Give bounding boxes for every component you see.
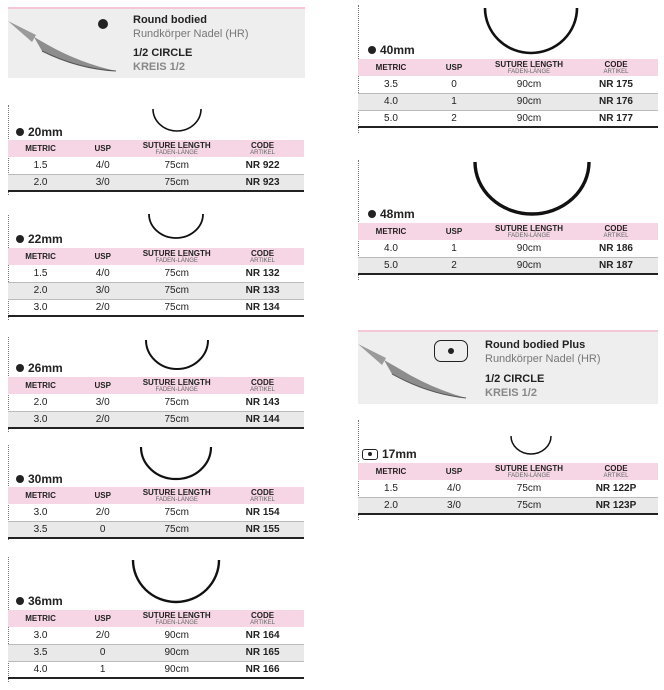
code-cell: NR 144 bbox=[221, 411, 304, 428]
suture-length-header: SUTURE LENGTH FADEN-LÄNGE bbox=[484, 59, 574, 76]
circle-label-de: KREIS 1/2 bbox=[133, 61, 185, 73]
table-row bbox=[8, 157, 304, 174]
metric-cell: 3.0 bbox=[8, 299, 73, 316]
metric-cell: 2.0 bbox=[8, 394, 73, 411]
table-row bbox=[358, 93, 658, 110]
suture-length-header: SUTURE LENGTH FADEN-LÄNGE bbox=[484, 223, 574, 240]
metric-cell: 4.0 bbox=[358, 93, 424, 110]
metric-cell: 2.0 bbox=[8, 174, 73, 191]
table-row bbox=[8, 661, 304, 678]
table-header-row bbox=[8, 610, 304, 627]
table-header-row bbox=[8, 487, 304, 504]
usp-cell: 4/0 bbox=[73, 157, 132, 174]
round-bodied-subtitle: Rundkörper Nadel (HR) bbox=[133, 28, 249, 40]
suture-length-cell: 90cm bbox=[484, 76, 574, 93]
suture-length-header: SUTURE LENGTH FADEN-LÄNGE bbox=[484, 463, 574, 480]
metric-cell: 3.0 bbox=[8, 504, 73, 521]
round-bodied-header bbox=[8, 7, 305, 78]
circle-label: 1/2 CIRCLE bbox=[485, 373, 545, 385]
code-cell: NR 132 bbox=[221, 265, 304, 282]
circle-label-de: KREIS 1/2 bbox=[485, 387, 537, 399]
code-cell: NR 923 bbox=[221, 174, 304, 191]
usp-cell: 3/0 bbox=[73, 174, 132, 191]
suture-length-cell: 90cm bbox=[484, 257, 574, 274]
metric-cell: 5.0 bbox=[358, 257, 424, 274]
usp-header: USP bbox=[73, 610, 132, 627]
metric-cell: 3.0 bbox=[8, 627, 73, 644]
metric-cell: 2.0 bbox=[8, 282, 73, 299]
table-row bbox=[8, 411, 304, 428]
table-row bbox=[8, 282, 304, 299]
table-row bbox=[8, 627, 304, 644]
suture-length-cell: 90cm bbox=[132, 661, 221, 678]
table-header-row bbox=[358, 463, 658, 480]
usp-cell: 2 bbox=[424, 110, 484, 127]
table-header-row bbox=[8, 140, 304, 157]
code-header: CODE ARTIKEL bbox=[574, 463, 658, 480]
code-header: CODE ARTIKEL bbox=[221, 487, 304, 504]
needle-curve-17mm-icon bbox=[508, 434, 554, 456]
spec-table-36mm bbox=[8, 610, 304, 679]
usp-cell: 3/0 bbox=[73, 394, 132, 411]
needle-curve-48mm-icon bbox=[472, 160, 592, 216]
suture-length-header: SUTURE LENGTH FADEN-LÄNGE bbox=[132, 377, 221, 394]
metric-cell: 4.0 bbox=[8, 661, 73, 678]
round-plus-icon bbox=[362, 449, 378, 460]
usp-cell: 2/0 bbox=[73, 627, 132, 644]
usp-cell: 4/0 bbox=[73, 265, 132, 282]
usp-cell: 1 bbox=[424, 93, 484, 110]
suture-length-cell: 90cm bbox=[484, 240, 574, 257]
table-row bbox=[8, 299, 304, 316]
usp-cell: 0 bbox=[424, 76, 484, 93]
suture-length-header: SUTURE LENGTH FADEN-LÄNGE bbox=[132, 140, 221, 157]
table-row bbox=[8, 265, 304, 282]
code-cell: NR 922 bbox=[221, 157, 304, 174]
code-cell: NR 134 bbox=[221, 299, 304, 316]
usp-header: USP bbox=[73, 248, 132, 265]
size-label-17mm: 17mm bbox=[362, 447, 417, 461]
usp-header: USP bbox=[424, 463, 484, 480]
metric-header: METRIC bbox=[8, 610, 73, 627]
spec-table-26mm bbox=[8, 377, 304, 429]
round-bodied-plus-title: Round bodied Plus bbox=[485, 339, 586, 351]
size-label-36mm: 36mm bbox=[16, 594, 63, 608]
code-cell: NR 166 bbox=[221, 661, 304, 678]
usp-cell: 4/0 bbox=[424, 480, 484, 497]
spec-table-20mm bbox=[8, 140, 304, 192]
metric-header: METRIC bbox=[8, 140, 73, 157]
usp-cell: 0 bbox=[73, 521, 132, 538]
code-header: CODE ARTIKEL bbox=[574, 59, 658, 76]
table-row bbox=[358, 497, 658, 514]
metric-cell: 5.0 bbox=[358, 110, 424, 127]
metric-cell: 1.5 bbox=[358, 480, 424, 497]
code-cell: NR 165 bbox=[221, 644, 304, 661]
metric-header: METRIC bbox=[8, 487, 73, 504]
size-label-40mm: 40mm bbox=[368, 43, 415, 57]
round-bodied-title: Round bodied bbox=[133, 14, 207, 26]
usp-cell: 1 bbox=[424, 240, 484, 257]
suture-length-header: SUTURE LENGTH FADEN-LÄNGE bbox=[132, 610, 221, 627]
metric-header: METRIC bbox=[8, 248, 73, 265]
code-cell: NR 122P bbox=[574, 480, 658, 497]
code-cell: NR 186 bbox=[574, 240, 658, 257]
usp-header: USP bbox=[73, 487, 132, 504]
metric-header: METRIC bbox=[358, 223, 424, 240]
usp-cell: 1 bbox=[73, 661, 132, 678]
suture-length-header: SUTURE LENGTH FADEN-LÄNGE bbox=[132, 248, 221, 265]
table-row bbox=[358, 240, 658, 257]
usp-header: USP bbox=[73, 377, 132, 394]
round-dot-icon bbox=[16, 475, 24, 483]
code-header: CODE ARTIKEL bbox=[574, 223, 658, 240]
needle-curve-20mm-icon bbox=[150, 107, 204, 133]
table-header-row bbox=[8, 377, 304, 394]
table-header-row bbox=[358, 223, 658, 240]
usp-header: USP bbox=[73, 140, 132, 157]
code-header: CODE ARTIKEL bbox=[221, 248, 304, 265]
suture-length-cell: 90cm bbox=[484, 93, 574, 110]
code-cell: NR 155 bbox=[221, 521, 304, 538]
round-dot-icon bbox=[16, 128, 24, 136]
spec-table-30mm bbox=[8, 487, 304, 539]
code-cell: NR 154 bbox=[221, 504, 304, 521]
usp-header: USP bbox=[424, 59, 484, 76]
round-dot-icon bbox=[16, 364, 24, 372]
suture-length-cell: 75cm bbox=[132, 265, 221, 282]
usp-cell: 0 bbox=[73, 644, 132, 661]
usp-header: USP bbox=[424, 223, 484, 240]
table-row bbox=[8, 644, 304, 661]
needle-curve-26mm-icon bbox=[143, 338, 211, 372]
table-header-row bbox=[8, 248, 304, 265]
suture-length-cell: 75cm bbox=[484, 497, 574, 514]
suture-length-cell: 75cm bbox=[132, 299, 221, 316]
code-header: CODE ARTIKEL bbox=[221, 610, 304, 627]
table-row bbox=[8, 521, 304, 538]
round-dot-icon bbox=[16, 235, 24, 243]
table-row bbox=[8, 174, 304, 191]
spec-table-17mm bbox=[358, 463, 658, 515]
usp-cell: 2/0 bbox=[73, 299, 132, 316]
usp-cell: 3/0 bbox=[73, 282, 132, 299]
round-dot-icon bbox=[368, 46, 376, 54]
round-dot-icon bbox=[16, 597, 24, 605]
size-label-30mm: 30mm bbox=[16, 472, 63, 486]
needle-curve-40mm-icon bbox=[482, 6, 580, 56]
table-row bbox=[358, 110, 658, 127]
usp-cell: 3/0 bbox=[424, 497, 484, 514]
metric-header: METRIC bbox=[8, 377, 73, 394]
suture-length-cell: 90cm bbox=[132, 644, 221, 661]
spec-table-22mm bbox=[8, 248, 304, 317]
code-cell: NR 175 bbox=[574, 76, 658, 93]
suture-length-cell: 75cm bbox=[132, 504, 221, 521]
table-row bbox=[358, 257, 658, 274]
needle-curve-30mm-icon bbox=[138, 445, 214, 481]
metric-cell: 3.5 bbox=[8, 521, 73, 538]
spec-table-40mm bbox=[358, 59, 658, 128]
table-row bbox=[8, 504, 304, 521]
circle-label: 1/2 CIRCLE bbox=[133, 47, 193, 59]
code-cell: NR 187 bbox=[574, 257, 658, 274]
metric-cell: 1.5 bbox=[8, 157, 73, 174]
table-row bbox=[8, 394, 304, 411]
table-row bbox=[358, 480, 658, 497]
usp-cell: 2/0 bbox=[73, 504, 132, 521]
metric-cell: 1.5 bbox=[8, 265, 73, 282]
code-cell: NR 176 bbox=[574, 93, 658, 110]
usp-cell: 2/0 bbox=[73, 411, 132, 428]
needle-curve-22mm-icon bbox=[146, 212, 206, 240]
code-cell: NR 143 bbox=[221, 394, 304, 411]
round-bodied-plus-subtitle: Rundkörper Nadel (HR) bbox=[485, 353, 601, 365]
suture-length-cell: 75cm bbox=[132, 521, 221, 538]
table-row bbox=[358, 76, 658, 93]
size-label-48mm: 48mm bbox=[368, 207, 415, 221]
code-cell: NR 177 bbox=[574, 110, 658, 127]
suture-length-cell: 90cm bbox=[132, 627, 221, 644]
spec-table-48mm bbox=[358, 223, 658, 275]
suture-length-cell: 90cm bbox=[484, 110, 574, 127]
metric-cell: 3.5 bbox=[358, 76, 424, 93]
suture-length-cell: 75cm bbox=[484, 480, 574, 497]
metric-header: METRIC bbox=[358, 59, 424, 76]
table-header-row bbox=[358, 59, 658, 76]
code-cell: NR 123P bbox=[574, 497, 658, 514]
round-bodied-plus-header bbox=[358, 330, 658, 404]
metric-cell: 3.0 bbox=[8, 411, 73, 428]
size-label-20mm: 20mm bbox=[16, 125, 63, 139]
suture-length-cell: 75cm bbox=[132, 282, 221, 299]
suture-length-cell: 75cm bbox=[132, 157, 221, 174]
metric-cell: 3.5 bbox=[8, 644, 73, 661]
size-label-26mm: 26mm bbox=[16, 361, 63, 375]
metric-cell: 2.0 bbox=[358, 497, 424, 514]
suture-length-cell: 75cm bbox=[132, 411, 221, 428]
code-cell: NR 133 bbox=[221, 282, 304, 299]
code-cell: NR 164 bbox=[221, 627, 304, 644]
suture-length-cell: 75cm bbox=[132, 394, 221, 411]
round-plus-icon bbox=[434, 340, 468, 362]
suture-length-cell: 75cm bbox=[132, 174, 221, 191]
size-label-22mm: 22mm bbox=[16, 232, 63, 246]
round-dot-icon bbox=[368, 210, 376, 218]
code-header: CODE ARTIKEL bbox=[221, 377, 304, 394]
code-header: CODE ARTIKEL bbox=[221, 140, 304, 157]
needle-curve-36mm-icon bbox=[130, 558, 222, 604]
usp-cell: 2 bbox=[424, 257, 484, 274]
round-dot-icon bbox=[98, 19, 108, 29]
metric-header: METRIC bbox=[358, 463, 424, 480]
metric-cell: 4.0 bbox=[358, 240, 424, 257]
suture-length-header: SUTURE LENGTH FADEN-LÄNGE bbox=[132, 487, 221, 504]
